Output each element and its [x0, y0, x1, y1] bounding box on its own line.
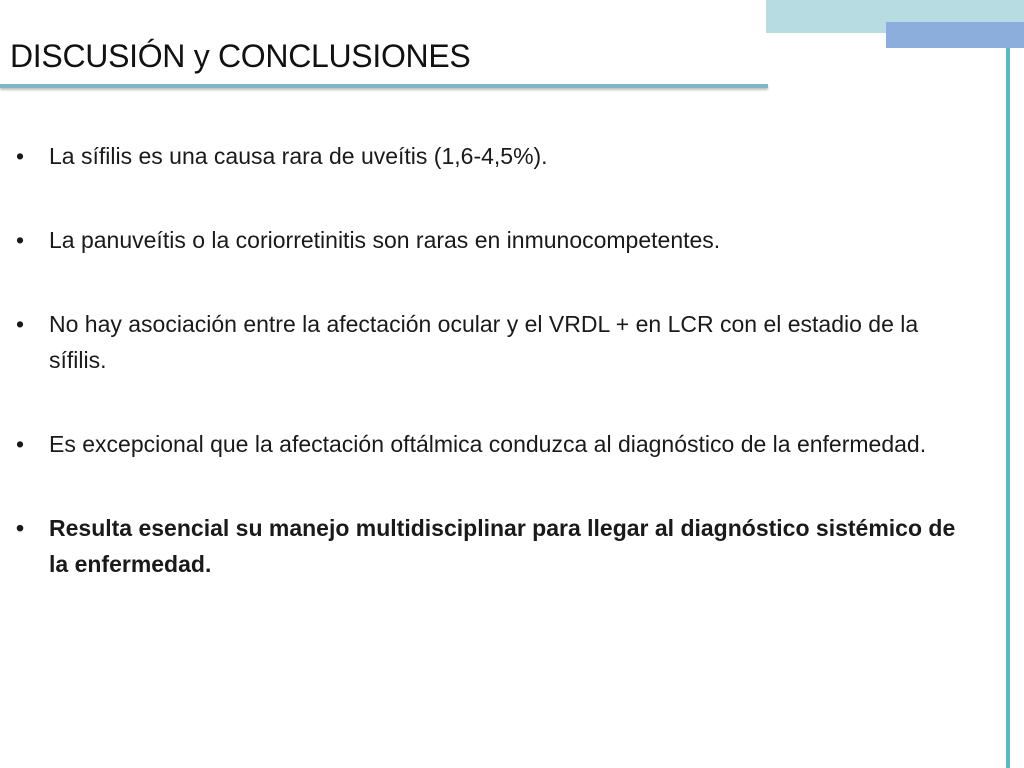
bullet-text: Resulta esencial su manejo multidisciplinar para llegar al diagnóstico sistémico de la enfermedad.: [49, 515, 956, 577]
bullet-text: Es excepcional que la afectación oftálmica conduzca al diagnóstico de la enfermedad.: [49, 431, 927, 457]
bullet-dot-icon: •: [15, 431, 25, 457]
decorative-right-line: [1006, 48, 1010, 768]
bullet-dot-icon: •: [15, 515, 25, 541]
bullet-dot-icon: •: [15, 227, 25, 253]
title-underline: [0, 84, 768, 88]
bullet-text: La sífilis es una causa rara de uveítis (1,6-4,5%).: [49, 143, 548, 169]
bullet-list: [0, 138, 1000, 582]
bullet-text: La panuveítis o la coriorretinitis son raras en inmunocompetentes.: [49, 227, 721, 253]
bullet-item: [0, 426, 1000, 462]
bullet-dot-icon: •: [15, 143, 25, 169]
bullet-item: [0, 138, 1000, 174]
bullet-dot-icon: •: [15, 311, 25, 337]
decorative-accent-box: [886, 22, 1024, 48]
slide-title: DISCUSIÓN y CONCLUSIONES: [10, 38, 471, 74]
bullet-item: [0, 306, 1000, 378]
bullet-item: [0, 222, 1000, 258]
bullet-text: No hay asociación entre la afectación ocular y el VRDL + en LCR con el estadio de la sífilis.: [49, 311, 919, 373]
bullet-item-emphasis: [0, 510, 1000, 582]
